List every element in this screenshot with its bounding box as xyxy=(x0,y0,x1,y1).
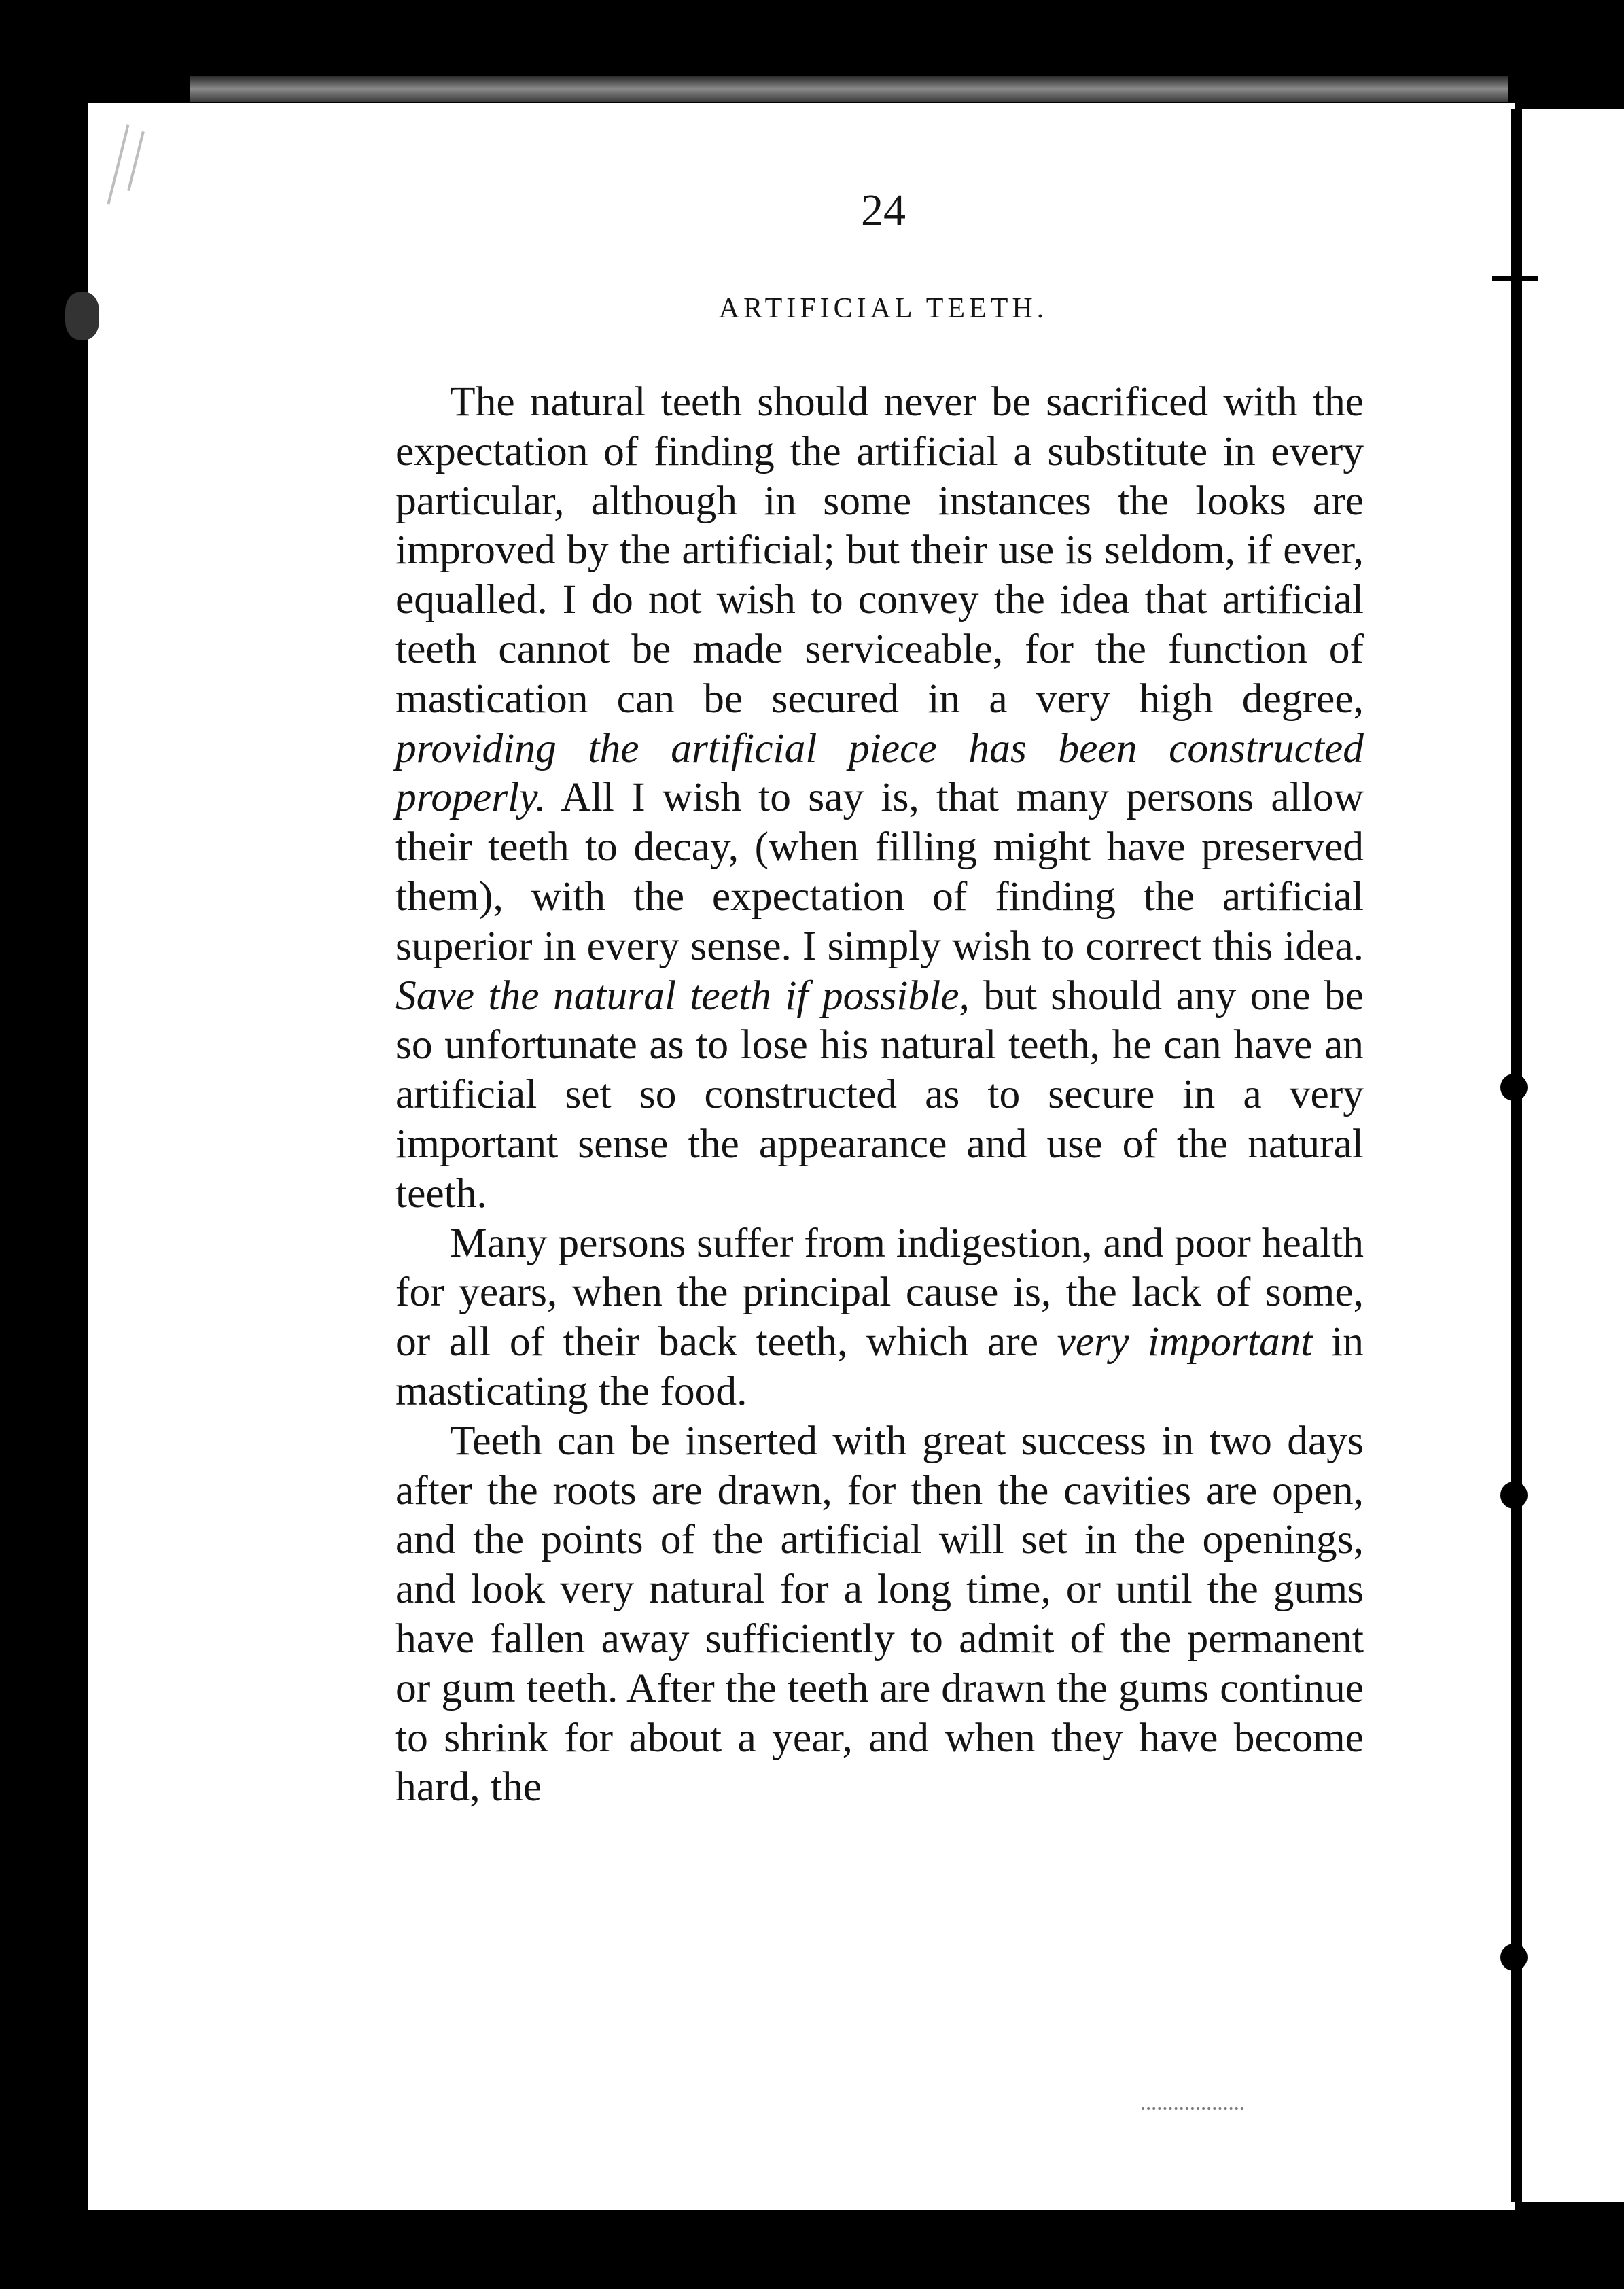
italic-span: Save the natural teeth if possible, xyxy=(395,972,970,1019)
page-number: 24 xyxy=(861,186,906,235)
spine-knob-mark xyxy=(1500,1482,1528,1509)
running-head: ARTIFICIAL TEETH. xyxy=(718,293,1048,324)
spine-tick-mark xyxy=(1492,276,1538,281)
top-binding-edge xyxy=(190,76,1508,102)
text-span: The natural teeth should never be sacrificed with the expectation of finding the artificial a substitute in every particular, although in some instances the looks are improved by the artificial; but their use is seldom, if ever, equalled. I do not wish to convey the idea that artificial teeth cannot be made serviceable, for the function of mastication can be secured in a very high degree, xyxy=(395,379,1364,722)
spine-knob-mark xyxy=(1500,1074,1528,1101)
adjacent-page-edge xyxy=(1517,109,1624,2202)
body-text xyxy=(395,377,1364,1812)
book-spine-line xyxy=(1511,109,1522,2202)
footer-smudge xyxy=(1142,2086,1243,2110)
text-span: but should any one be so unfortunate as to lose his natural teeth, he can have an artificial set so constructed as to secure in a very important sense the appearance and use of the natural teeth. xyxy=(395,972,1364,1217)
spine-knob-mark xyxy=(1500,1944,1528,1971)
paper-scratch-mark xyxy=(107,124,130,204)
paragraph-1 xyxy=(395,377,1364,1219)
text-span: Teeth can be inserted with great success in two days after the roots are drawn, for then the cavities are open, and the points of the artificial will set in the openings, and look very natural for a long time, or until the gums have fallen away sufficiently to admit of the permanent or gum teeth. After the teeth are drawn the gums continue to shrink for about a year, and when they have become hard, the xyxy=(395,1417,1364,1811)
text-span: in masticating the food. xyxy=(395,1318,1364,1414)
text-span: Many persons suffer from indigestion, and poor health for years, when the principal cause is, the lack of some, or all of their back teeth, which are xyxy=(395,1219,1364,1365)
italic-span: very important xyxy=(1057,1318,1313,1365)
paragraph-2 xyxy=(395,1219,1364,1416)
italic-span: providing the artificial piece has been constructed properly. xyxy=(395,724,1364,821)
text-span: All I wish to say is, that many persons allow their teeth to decay, (when filling might have preserved them), with the expectation of finding the artificial superior in every sense. I simply wish to correct this idea. xyxy=(395,774,1364,969)
paper-scratch-mark xyxy=(127,131,145,191)
margin-smudge xyxy=(65,292,99,340)
paragraph-3 xyxy=(395,1416,1364,1812)
